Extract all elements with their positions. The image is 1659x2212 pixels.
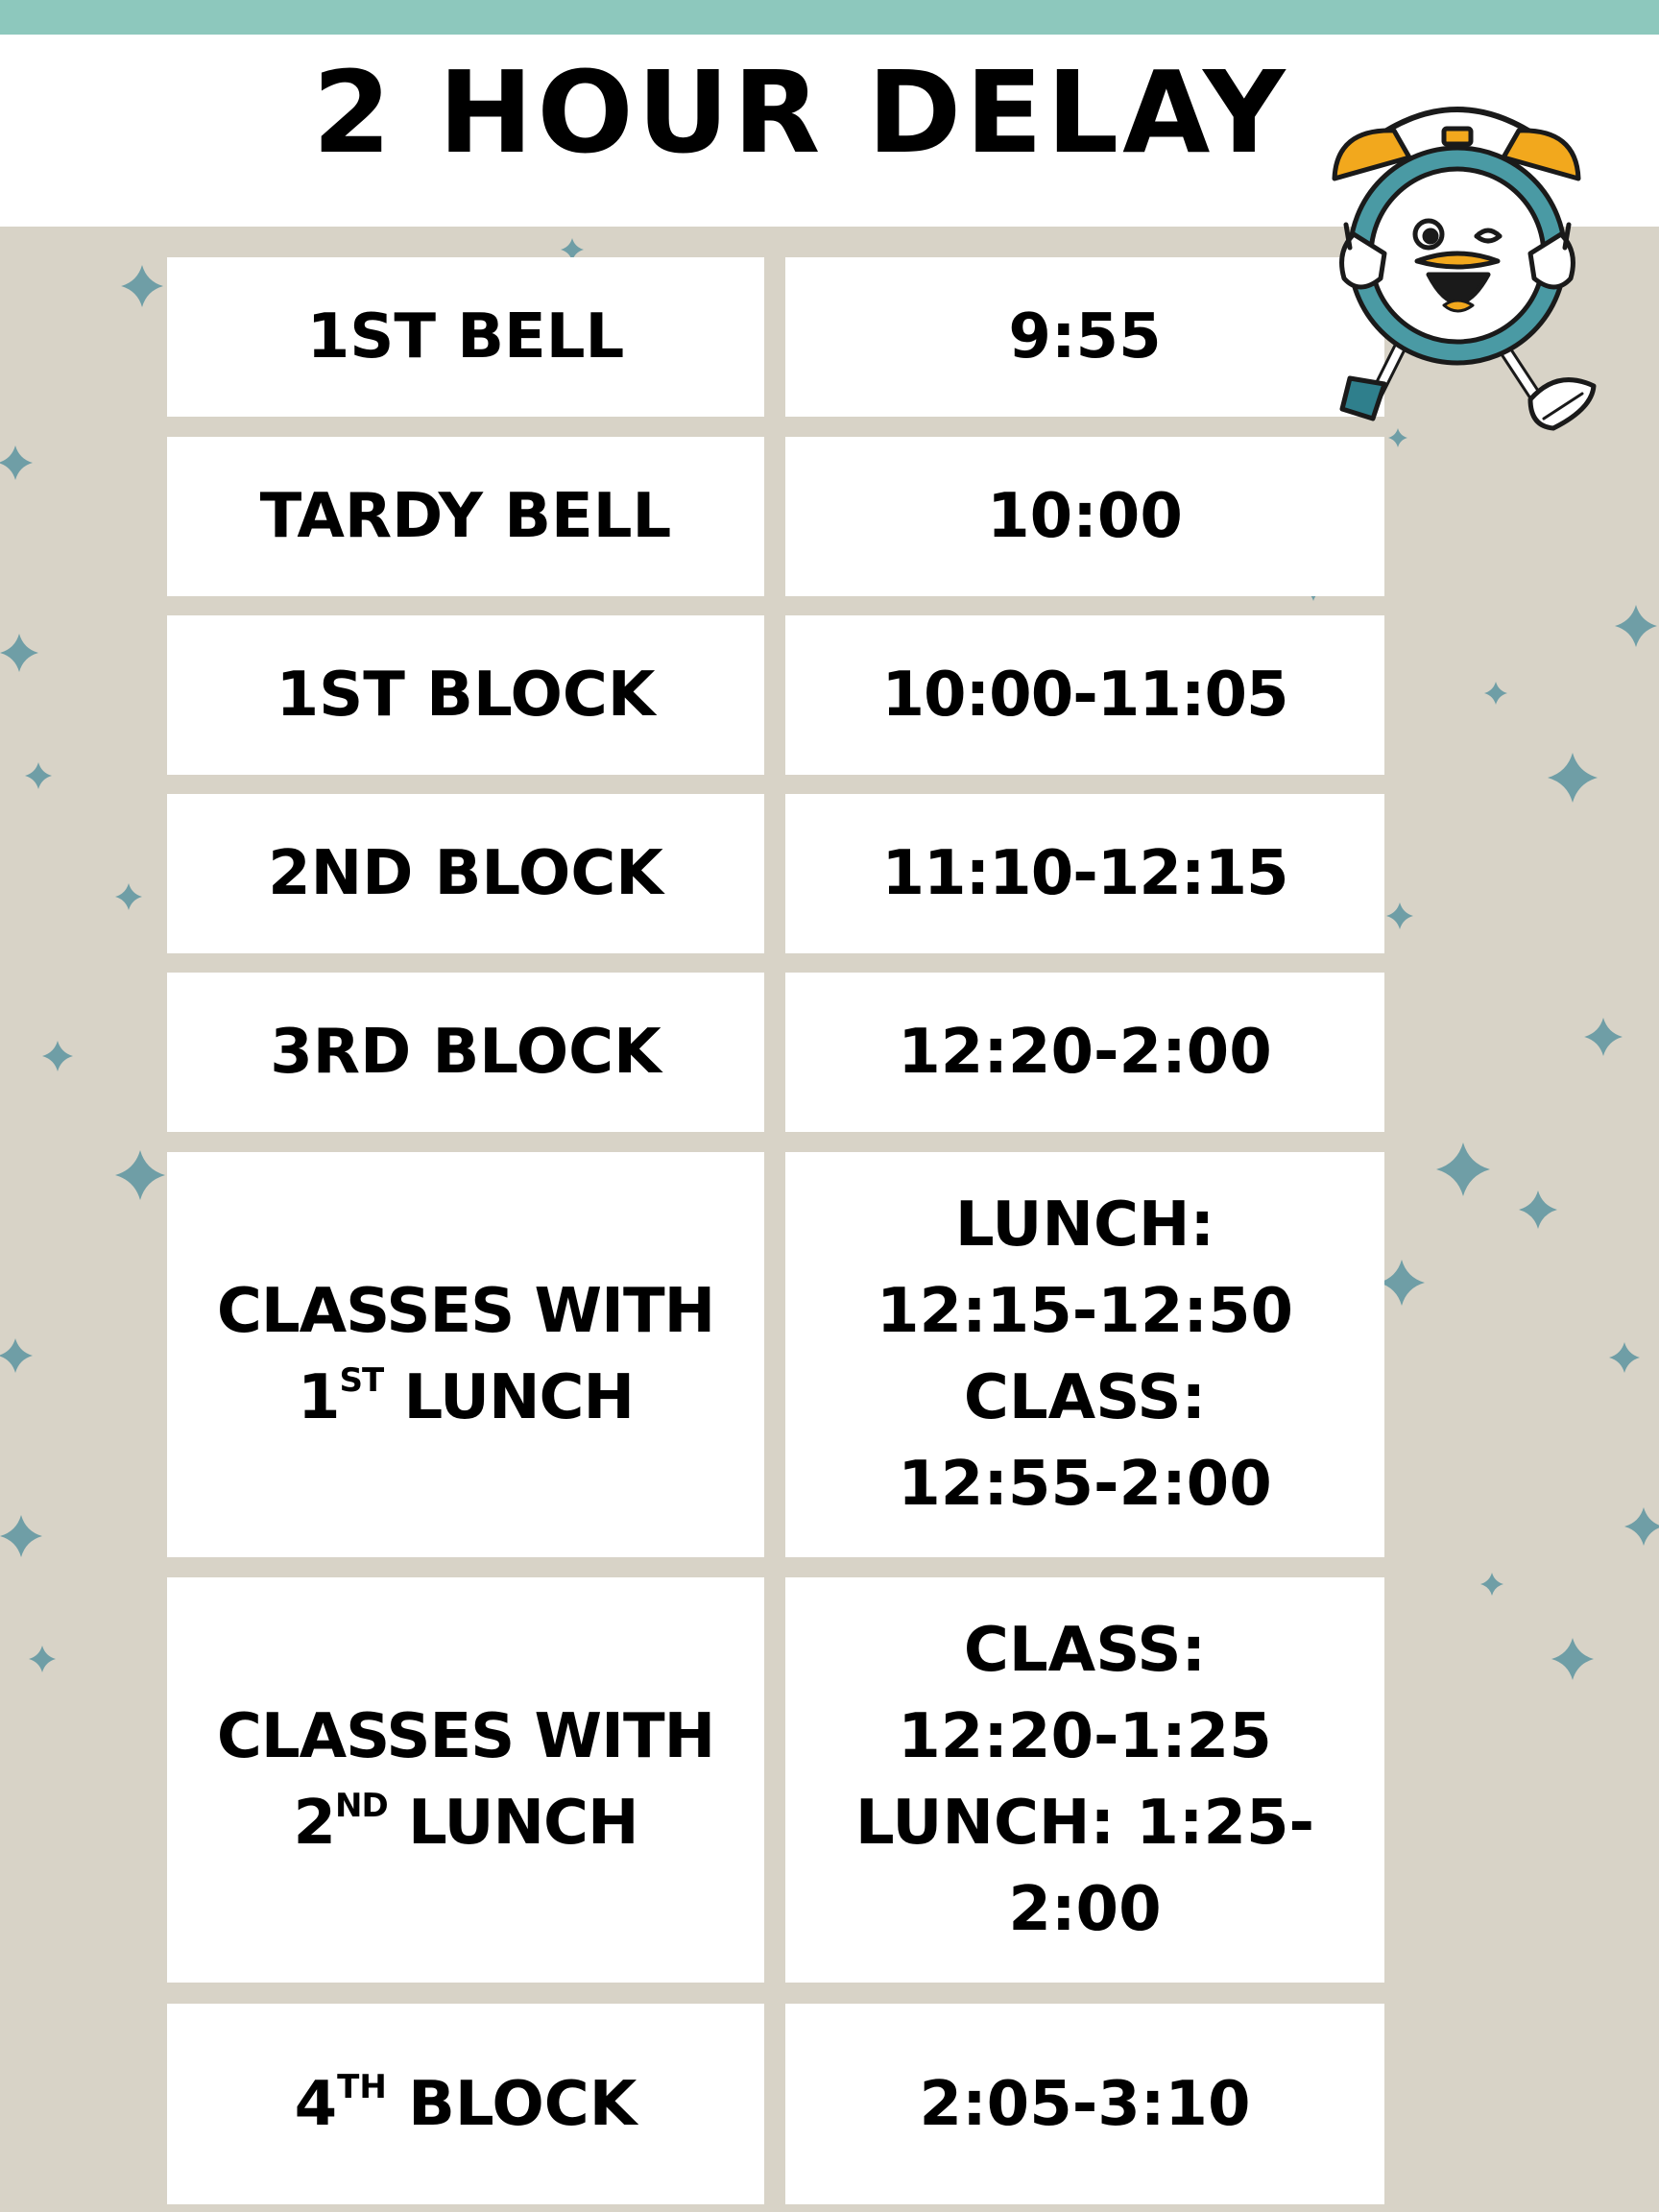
row-1st-lunch-label [167, 1152, 764, 1557]
lunch-ordinal-number: 2 [293, 1788, 335, 1859]
row-2nd-lunch-time [785, 1577, 1384, 1983]
sparkle-icon [121, 265, 163, 307]
sparkle-icon [1584, 1018, 1623, 1056]
row-3rd-block-label [167, 973, 764, 1132]
alarm-clock-mascot-icon [1317, 90, 1598, 453]
page-title: 2 HOUR DELAY [312, 46, 1289, 179]
label-text: TARDY BELL [259, 481, 672, 552]
row-1st-lunch-time [785, 1152, 1384, 1557]
time-block [877, 1182, 1293, 1527]
time-line: CLASS: [963, 1615, 1207, 1686]
time-text: 9:55 [1008, 301, 1162, 373]
sparkle-icon [0, 1515, 42, 1557]
row-tardy-bell-label [167, 437, 764, 596]
row-4th-block-label [167, 2004, 764, 2204]
label-text: 1ST BELL [306, 301, 625, 373]
row-1st-block-time [785, 615, 1384, 775]
label-text: 3RD BLOCK [270, 1017, 661, 1088]
row-2nd-block-time [785, 794, 1384, 953]
time-block [855, 1607, 1314, 1953]
time-line: 12:20-1:25 [898, 1701, 1272, 1772]
sparkle-icon [42, 1041, 73, 1071]
time-text: 11:10-12:15 [881, 838, 1288, 909]
row-1st-bell-time [785, 257, 1384, 417]
label-text: 2ND BLOCK [268, 838, 663, 909]
label-block [295, 2061, 637, 2148]
lunch-ordinal-suffix: ST [339, 1361, 384, 1400]
sparkle-icon [115, 883, 142, 910]
row-1st-bell-label [167, 257, 764, 417]
sparkle-icon [1548, 753, 1598, 803]
sparkle-icon [25, 762, 52, 789]
time-line: LUNCH: [954, 1190, 1215, 1261]
sparkle-icon [1519, 1190, 1557, 1229]
row-tardy-bell-time [785, 437, 1384, 596]
row-2nd-lunch-label [167, 1577, 764, 1983]
time-line: 12:15-12:50 [877, 1276, 1293, 1347]
sparkle-icon [29, 1646, 56, 1672]
label-block [217, 1694, 714, 1866]
time-line: 2:00 [1008, 1874, 1162, 1945]
time-line: CLASS: [963, 1362, 1207, 1433]
label-text: BLOCK [408, 2068, 637, 2140]
sparkle-icon [1609, 1342, 1640, 1373]
sparkle-icon [1551, 1638, 1594, 1680]
sparkle-icon [1615, 605, 1657, 647]
sparkle-icon [0, 634, 38, 672]
sparkle-icon [1386, 902, 1413, 929]
label-line-1: CLASSES WITH [216, 1701, 715, 1772]
label-block [217, 1268, 714, 1441]
sparkle-icon [1624, 1507, 1659, 1546]
sparkle-icon [1480, 1573, 1503, 1596]
sparkle-icon [1484, 682, 1507, 705]
sparkle-icon [115, 1150, 165, 1200]
time-text: 10:00-11:05 [881, 660, 1288, 731]
row-2nd-block-label [167, 794, 764, 953]
time-text: 2:05-3:10 [919, 2068, 1251, 2140]
label-line-2: LUNCH [407, 1788, 638, 1859]
sparkle-icon [0, 1338, 33, 1373]
sparkle-icon [1436, 1142, 1490, 1196]
time-text: 12:20-2:00 [898, 1017, 1272, 1088]
time-text: 10:00 [987, 481, 1183, 552]
sparkle-icon [1379, 1260, 1425, 1306]
time-line: 12:55-2:00 [898, 1449, 1272, 1520]
lunch-ordinal-number: 1 [297, 1362, 340, 1433]
lunch-ordinal-suffix: ND [335, 1787, 388, 1825]
row-1st-block-label [167, 615, 764, 775]
label-text: 1ST BLOCK [276, 660, 656, 731]
row-3rd-block-time [785, 973, 1384, 1132]
sparkle-icon [0, 445, 33, 480]
block-ordinal-number: 4 [294, 2068, 338, 2140]
time-line: LUNCH: 1:25- [854, 1788, 1315, 1859]
label-line-1: CLASSES WITH [216, 1276, 715, 1347]
label-line-2: LUNCH [403, 1362, 635, 1433]
block-ordinal-suffix: TH [337, 2067, 387, 2106]
row-4th-block-time [785, 2004, 1384, 2204]
